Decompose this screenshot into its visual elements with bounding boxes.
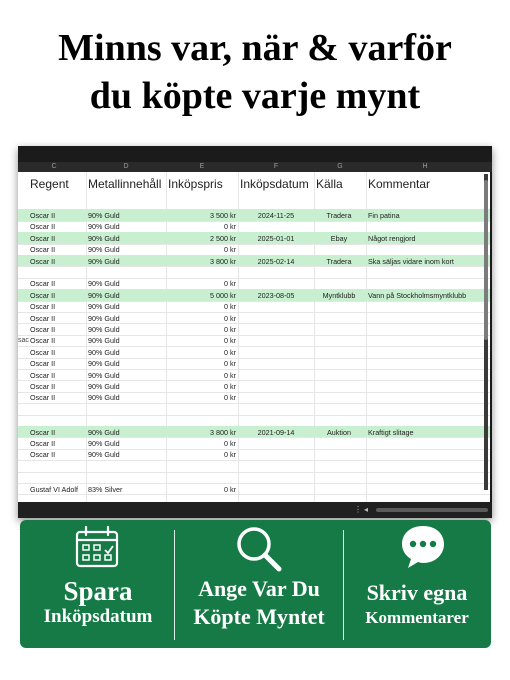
headline-line-1: Minns var, när & varför	[58, 27, 452, 69]
cell-metal[interactable]: 90% Guld	[88, 450, 120, 460]
feature-subtitle-kommentarer: Kommentarer	[365, 608, 469, 627]
cell-regent[interactable]: Oscar II	[30, 245, 56, 255]
cell-regent[interactable]: Oscar II	[30, 210, 56, 220]
cell-regent[interactable]: Oscar II	[30, 336, 56, 346]
empty-row[interactable]	[18, 415, 490, 426]
cell-regent[interactable]: Oscar II	[30, 450, 56, 460]
cell-regent[interactable]: Oscar II	[30, 370, 56, 380]
cell-price[interactable]: 0 kr	[224, 393, 236, 403]
cell-date[interactable]: 2023-08-05	[257, 290, 295, 300]
cell-regent[interactable]: Gustaf VI Adolf	[30, 484, 78, 494]
empty-row[interactable]	[18, 198, 490, 209]
cell-date[interactable]: 2025-02-14	[257, 256, 295, 266]
cell-comment[interactable]: Något rengjord	[368, 233, 416, 243]
feature-subtitle-inkopsdatum: Inköpsdatum	[43, 606, 153, 627]
cell-regent[interactable]: Oscar II	[30, 222, 56, 232]
spreadsheet-toolbar	[18, 146, 492, 162]
column-letters-bar	[18, 162, 492, 172]
column-letter-f[interactable]: F	[273, 163, 279, 170]
cell-regent[interactable]: Oscar II	[30, 290, 56, 300]
feature-subtitle-kopte-myntet: Köpte Myntet	[193, 604, 325, 629]
cell-price[interactable]: 0 kr	[224, 359, 236, 369]
cell-metal[interactable]: 90% Guld	[88, 222, 120, 232]
cell-price[interactable]: 5 000 kr	[210, 290, 236, 300]
cell-metal[interactable]: 90% Guld	[88, 256, 120, 266]
scroll-left-arrow-icon[interactable]: ◂	[364, 505, 369, 514]
spreadsheet-grid[interactable]	[18, 172, 490, 502]
cell-metal[interactable]: 90% Guld	[88, 210, 120, 220]
cell-price[interactable]: 0 kr	[224, 438, 236, 448]
cell-price[interactable]: 0 kr	[224, 450, 236, 460]
feature-banner	[20, 520, 491, 648]
column-letter-g[interactable]: G	[337, 163, 343, 170]
cell-metal[interactable]: 83% Silver	[88, 484, 123, 494]
header-kommentar[interactable]: Kommentar	[368, 177, 431, 191]
cell-regent[interactable]: Oscar II	[30, 393, 56, 403]
cell-price[interactable]: 3 800 kr	[210, 427, 236, 437]
header-inkopsdatum[interactable]: Inköpsdatum	[240, 177, 309, 191]
cell-date[interactable]: 2024-11-25	[257, 210, 295, 220]
cell-metal[interactable]: 90% Guld	[88, 381, 120, 391]
cell-price[interactable]: 0 kr	[224, 370, 236, 380]
cell-price[interactable]: 3 500 kr	[210, 210, 236, 220]
cell-price[interactable]: 0 kr	[224, 279, 236, 289]
cell-date[interactable]: 2021-09-14	[257, 427, 295, 437]
cell-metal[interactable]: 90% Guld	[88, 245, 120, 255]
cell-price[interactable]: 0 kr	[224, 302, 236, 312]
header-metallinnehall[interactable]: Metallinnehåll	[88, 177, 162, 191]
cell-regent[interactable]: Oscar II	[30, 313, 56, 323]
cell-comment[interactable]: Fin patina	[368, 210, 400, 220]
cell-source[interactable]: Myntklubb	[322, 290, 356, 300]
cell-price[interactable]: 3 800 kr	[210, 256, 236, 266]
cell-metal[interactable]: 90% Guld	[88, 347, 120, 357]
empty-row[interactable]	[18, 403, 490, 414]
column-letter-e[interactable]: E	[199, 163, 205, 170]
cell-source[interactable]: Auktion	[327, 427, 351, 437]
column-letter-d[interactable]: D	[123, 163, 129, 170]
calendar-icon	[72, 522, 122, 572]
spreadsheet-window	[18, 146, 492, 518]
cell-metal[interactable]: 90% Guld	[88, 279, 120, 289]
chat-bubble-icon	[398, 522, 448, 572]
empty-row[interactable]	[18, 472, 490, 483]
horizontal-scrollbar[interactable]	[376, 508, 488, 512]
cell-comment[interactable]: Kraftigt slitage	[368, 427, 414, 437]
cell-source[interactable]: Tradera	[326, 210, 352, 220]
cell-metal[interactable]: 90% Guld	[88, 233, 120, 243]
feature-divider-1	[174, 530, 175, 640]
feature-title-skriv-egna: Skriv egna	[366, 580, 468, 605]
cell-comment[interactable]: Vann på Stockholmsmyntklubb	[368, 290, 467, 300]
cell-price[interactable]: 0 kr	[224, 245, 236, 255]
cell-price[interactable]: 2 500 kr	[210, 233, 236, 243]
cell-regent[interactable]: Oscar II	[30, 324, 56, 334]
cell-regent[interactable]: Oscar II	[30, 381, 56, 391]
cell-source[interactable]: Tradera	[326, 256, 352, 266]
cell-metal[interactable]: 90% Guld	[88, 427, 120, 437]
scroll-dots-icon[interactable]: ⋮	[354, 505, 362, 514]
header-regent[interactable]: Regent	[30, 177, 69, 191]
cell-regent[interactable]: Oscar II	[30, 233, 56, 243]
cell-metal[interactable]: 90% Guld	[88, 290, 120, 300]
magnifier-icon	[232, 522, 286, 576]
cell-price[interactable]: 0 kr	[224, 347, 236, 357]
cell-comment[interactable]: Ska säljas vidare inom kort	[368, 256, 454, 266]
cell-metal[interactable]: 90% Guld	[88, 336, 120, 346]
cell-metal[interactable]: 90% Guld	[88, 393, 120, 403]
feature-title-ange-var-du: Ange Var Du	[198, 576, 320, 601]
cell-source[interactable]: Ebay	[330, 233, 348, 243]
cell-price[interactable]: 0 kr	[224, 336, 236, 346]
cell-price[interactable]: 0 kr	[224, 324, 236, 334]
headline	[0, 24, 510, 120]
header-kalla[interactable]: Källa	[316, 177, 343, 191]
cell-price[interactable]: 0 kr	[224, 381, 236, 391]
column-letter-h[interactable]: H	[422, 163, 428, 170]
cell-regent[interactable]: Oscar II	[30, 256, 56, 266]
cell-regent[interactable]: Oscar II	[30, 347, 56, 357]
cell-metal[interactable]: 90% Guld	[88, 313, 120, 323]
cell-price[interactable]: 0 kr	[224, 484, 236, 494]
header-inkopspris[interactable]: Inköpspris	[168, 177, 223, 191]
spreadsheet-status-bar	[18, 502, 492, 518]
cell-price[interactable]: 0 kr	[224, 313, 236, 323]
cell-date[interactable]: 2025-01-01	[257, 233, 295, 243]
headline-line-2: du köpte varje mynt	[89, 75, 421, 117]
cell-metal[interactable]: 90% Guld	[88, 302, 120, 312]
empty-row[interactable]	[18, 460, 490, 471]
cell-regent[interactable]: Oscar II	[30, 359, 56, 369]
cell-regent[interactable]: Oscar II	[30, 427, 56, 437]
column-letter-c[interactable]: C	[51, 163, 57, 170]
row-label-fragment: sac	[18, 336, 29, 344]
cell-regent[interactable]: Oscar II	[30, 438, 56, 448]
feature-title-spara: Spara	[63, 576, 133, 606]
cell-metal[interactable]: 90% Guld	[88, 438, 120, 448]
cell-metal[interactable]: 90% Guld	[88, 324, 120, 334]
vertical-scrollbar-thumb[interactable]	[484, 180, 488, 340]
empty-row[interactable]	[18, 266, 490, 277]
cell-regent[interactable]: Oscar II	[30, 279, 56, 289]
cell-metal[interactable]: 90% Guld	[88, 370, 120, 380]
cell-price[interactable]: 0 kr	[224, 222, 236, 232]
cell-metal[interactable]: 90% Guld	[88, 359, 120, 369]
cell-regent[interactable]: Oscar II	[30, 302, 56, 312]
